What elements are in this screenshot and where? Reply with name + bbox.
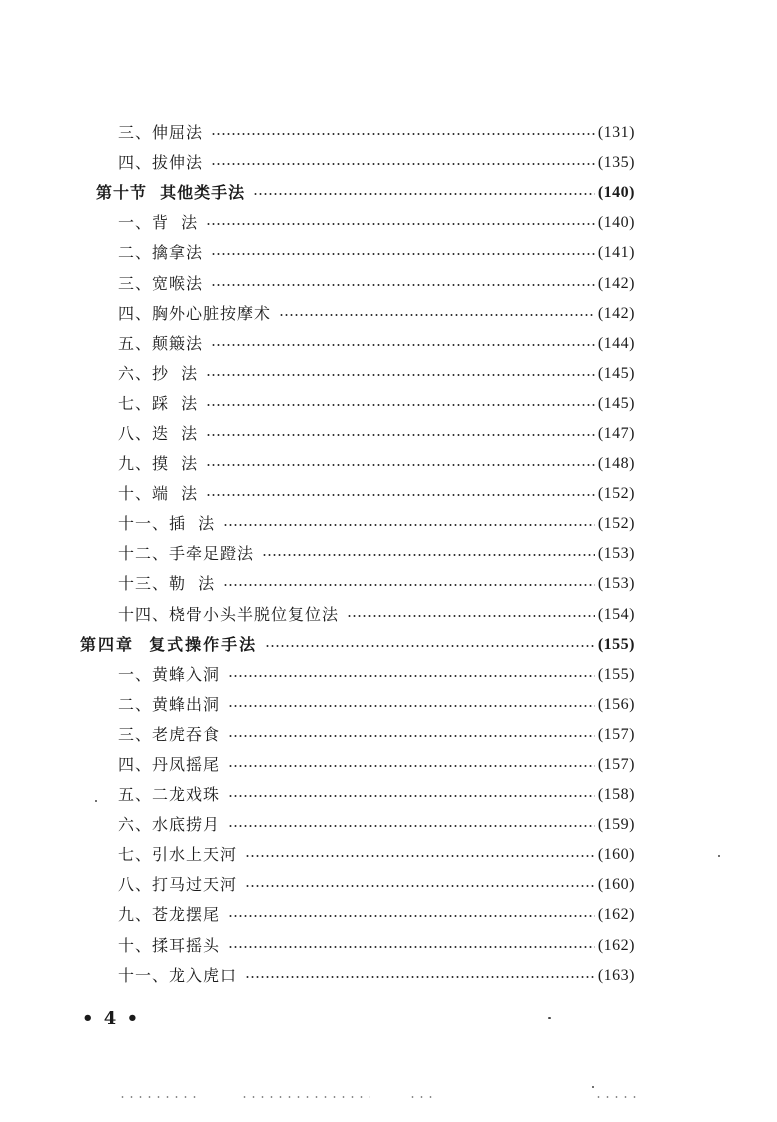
toc-entry-title: 十、端 法 <box>118 484 199 504</box>
toc-entry <box>0 118 777 148</box>
toc-entry-title: 九、摸 法 <box>118 454 199 474</box>
scan-noise <box>118 1096 198 1098</box>
toc-entry <box>0 840 777 870</box>
dot-leader <box>245 976 595 978</box>
toc-entry-page: (162) <box>597 906 635 924</box>
toc-entry-page: (145) <box>597 364 635 382</box>
toc-entry-page: (158) <box>597 786 635 804</box>
table-of-contents <box>0 118 777 991</box>
toc-entry <box>0 810 777 840</box>
toc-entry <box>0 961 777 991</box>
dot-leader <box>228 705 595 707</box>
toc-entry <box>0 208 777 238</box>
dot-leader <box>228 946 595 948</box>
toc-entry-title: 十三、勒 法 <box>118 574 216 594</box>
scan-speck <box>548 1017 551 1019</box>
toc-entry-title: 四、拔伸法 <box>118 153 204 173</box>
toc-entry <box>0 389 777 419</box>
toc-entry-page: (159) <box>597 816 635 834</box>
toc-entry-page: (147) <box>597 424 635 442</box>
scan-noise <box>408 1096 438 1098</box>
toc-entry-page: (157) <box>597 725 635 743</box>
toc-entry <box>0 268 777 298</box>
dot-leader <box>245 885 595 887</box>
dot-leader <box>211 133 595 135</box>
toc-entry <box>0 419 777 449</box>
toc-entry <box>0 690 777 720</box>
dot-leader <box>206 223 595 225</box>
dot-leader <box>228 915 595 917</box>
toc-entry <box>0 600 777 630</box>
toc-entry-page: (144) <box>597 334 635 352</box>
toc-entry-page: (142) <box>597 304 635 322</box>
toc-entry-title: 七、踩 法 <box>118 393 199 413</box>
toc-entry <box>0 900 777 930</box>
dot-leader <box>211 284 595 286</box>
toc-entry-title: 一、背 法 <box>118 213 199 233</box>
dot-leader <box>223 584 595 586</box>
toc-entry-title: 二、黄蜂出洞 <box>118 694 221 714</box>
dot-leader <box>211 163 595 165</box>
toc-entry-page: (160) <box>597 876 635 894</box>
dot-leader <box>265 645 595 647</box>
dot-leader <box>206 464 595 466</box>
toc-section-heading <box>0 178 777 208</box>
toc-entry <box>0 509 777 539</box>
dot-leader <box>228 765 595 767</box>
toc-entry-page: (135) <box>597 154 635 172</box>
toc-entry-page: (160) <box>597 846 635 864</box>
toc-entry <box>0 870 777 900</box>
toc-entry-page: (131) <box>597 124 635 142</box>
dot-leader <box>253 193 595 195</box>
dot-leader <box>211 253 595 255</box>
toc-entry <box>0 449 777 479</box>
toc-entry <box>0 238 777 268</box>
toc-entry-title: 八、打马过天河 <box>118 875 238 895</box>
toc-entry-title: 十二、手牵足蹬法 <box>118 544 255 564</box>
dot-leader <box>262 554 595 556</box>
dot-leader <box>228 675 595 677</box>
toc-entry-title: 五、二龙戏珠 <box>118 785 221 805</box>
dot-leader <box>347 615 595 617</box>
toc-entry <box>0 148 777 178</box>
toc-entry-page: (156) <box>597 695 635 713</box>
toc-chapter-heading <box>0 630 777 660</box>
toc-entry-title: 九、苍龙摆尾 <box>118 905 221 925</box>
toc-entry-title: 四、丹凤摇尾 <box>118 755 221 775</box>
toc-entry-page: (145) <box>597 394 635 412</box>
toc-entry-page: (152) <box>597 485 635 503</box>
toc-entry-page: (157) <box>597 756 635 774</box>
toc-entry-page: (140) <box>597 214 635 232</box>
toc-entry-title: 十一、龙入虎口 <box>118 965 238 985</box>
dot-leader <box>228 825 595 827</box>
toc-entry <box>0 931 777 961</box>
toc-entry-title: 第十节 其他类手法 <box>96 183 246 203</box>
dot-leader <box>223 524 595 526</box>
dot-leader <box>245 855 595 857</box>
toc-entry-title: 六、水底捞月 <box>118 815 221 835</box>
scan-speck <box>718 855 720 857</box>
toc-entry-page: (154) <box>597 605 635 623</box>
toc-entry-title: 十、揉耳摇头 <box>118 935 221 955</box>
toc-entry-page: (153) <box>597 545 635 563</box>
toc-entry <box>0 329 777 359</box>
toc-entry-page: (141) <box>597 244 635 262</box>
scan-speck <box>592 1086 594 1088</box>
dot-leader <box>206 434 595 436</box>
toc-entry-title: 七、引水上天河 <box>118 845 238 865</box>
dot-leader <box>279 314 595 316</box>
toc-entry-page: (140) <box>597 184 635 202</box>
toc-entry <box>0 359 777 389</box>
dot-leader <box>228 795 595 797</box>
dot-leader <box>206 494 595 496</box>
scan-speck <box>95 800 97 802</box>
scan-noise <box>594 1096 642 1098</box>
toc-entry <box>0 479 777 509</box>
toc-entry-page: (155) <box>597 635 635 653</box>
toc-entry-title: 一、黄蜂入洞 <box>118 664 221 684</box>
toc-entry <box>0 750 777 780</box>
toc-entry-title: 二、擒拿法 <box>118 243 204 263</box>
page-number: • 4 • <box>82 1008 141 1029</box>
toc-entry <box>0 780 777 810</box>
toc-entry-page: (162) <box>597 936 635 954</box>
toc-entry-title: 三、老虎吞食 <box>118 724 221 744</box>
toc-entry <box>0 569 777 599</box>
toc-entry <box>0 660 777 690</box>
toc-entry <box>0 539 777 569</box>
toc-entry <box>0 720 777 750</box>
scan-noise <box>240 1096 370 1098</box>
toc-entry-page: (153) <box>597 575 635 593</box>
toc-entry-title: 三、宽喉法 <box>118 273 204 293</box>
toc-entry-title: 六、抄 法 <box>118 363 199 383</box>
toc-entry-page: (148) <box>597 455 635 473</box>
toc-entry <box>0 299 777 329</box>
toc-entry-title: 八、迭 法 <box>118 423 199 443</box>
toc-entry-title: 十四、桡骨小头半脱位复位法 <box>118 604 340 624</box>
toc-entry-title: 十一、插 法 <box>118 514 216 534</box>
dot-leader <box>211 344 595 346</box>
toc-entry-page: (142) <box>597 274 635 292</box>
toc-entry-page: (155) <box>597 665 635 683</box>
toc-entry-title: 第四章 复式操作手法 <box>80 634 258 654</box>
toc-entry-page: (152) <box>597 515 635 533</box>
dot-leader <box>206 374 595 376</box>
toc-entry-title: 五、颠簸法 <box>118 333 204 353</box>
dot-leader <box>206 404 595 406</box>
toc-entry-title: 四、胸外心脏按摩术 <box>118 303 272 323</box>
dot-leader <box>228 735 595 737</box>
toc-entry-page: (163) <box>597 966 635 984</box>
toc-entry-title: 三、伸屈法 <box>118 123 204 143</box>
